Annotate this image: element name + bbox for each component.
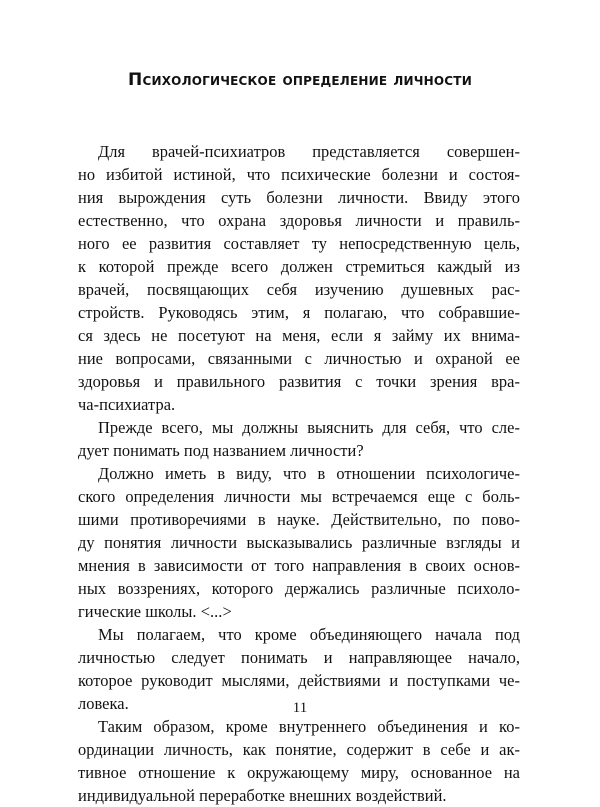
text-line: гические школы. <...> — [78, 602, 232, 621]
text-line: ординации личность, как понятие, содержит в себе и ак- — [78, 740, 520, 759]
text-line: ского определения личности мы встречаемся еще с боль- — [78, 487, 520, 506]
text-line: ния вырождения суть болезни личности. Ввиду этого — [78, 188, 520, 207]
text-line: но избитой истиной, что психические болезни и состоя- — [78, 165, 520, 184]
text-line: тивное отношение к окружающему миру, основанное на — [78, 763, 520, 782]
text-line: мнения в зависимости от того направления в своих основ- — [78, 556, 520, 575]
text-line: ду понятия личности высказывались различные взгляды и — [78, 533, 520, 552]
text-line: дует понимать под названием личности? — [78, 441, 364, 460]
paragraph — [78, 462, 520, 623]
text-line: естественно, что охрана здоровья личности и правиль- — [78, 211, 520, 230]
text-line: здоровья и правильного развития с точки зрения вра- — [78, 372, 520, 391]
text-line: шими противоречиями в науке. Действительно, по пово- — [78, 510, 520, 529]
chapter-title: Психологическое определение личности — [128, 70, 472, 90]
text-line: которое руководит мыслями, действиями и поступками че- — [78, 671, 520, 690]
text-line: Для врачей-психиатров представляется совершен- — [98, 142, 520, 161]
text-line: личностью следует понимать и направляющее начало, — [78, 648, 520, 667]
text-line: Прежде всего, мы должны выяснить для себя, что сле- — [98, 418, 520, 437]
paragraph — [78, 416, 520, 462]
text-line: к которой прежде всего должен стремиться каждый из — [78, 257, 520, 276]
text-line: ных воззрениях, которого держались различные психоло- — [78, 579, 520, 598]
text-line: ного ее развития составляет ту непосредственную цель, — [78, 234, 520, 253]
text-line: Таким образом, кроме внутреннего объединения и ко- — [98, 717, 520, 736]
page-number: 11 — [292, 700, 308, 716]
text-line: Мы полагаем, что кроме объединяющего начала под — [98, 625, 520, 644]
text-line: индивидуальной переработке внешних воздействий. — [78, 786, 447, 805]
text-line: ча-психиатра. — [78, 395, 176, 414]
text-line: стройств. Руководясь этим, я полагаю, что собравшие- — [78, 303, 520, 322]
text-line: ся здесь не посетуют на меня, если я займу их внима- — [78, 326, 520, 345]
text-line: Должно иметь в виду, что в отношении психологиче- — [98, 464, 520, 483]
text-line: ловека. — [78, 694, 129, 713]
paragraph — [78, 715, 520, 807]
text-line: врачей, посвящающих себя изучению душевных рас- — [78, 280, 520, 299]
text-line: ние вопросами, связанными с личностью и охраной ее — [78, 349, 520, 368]
paragraph — [78, 140, 520, 416]
